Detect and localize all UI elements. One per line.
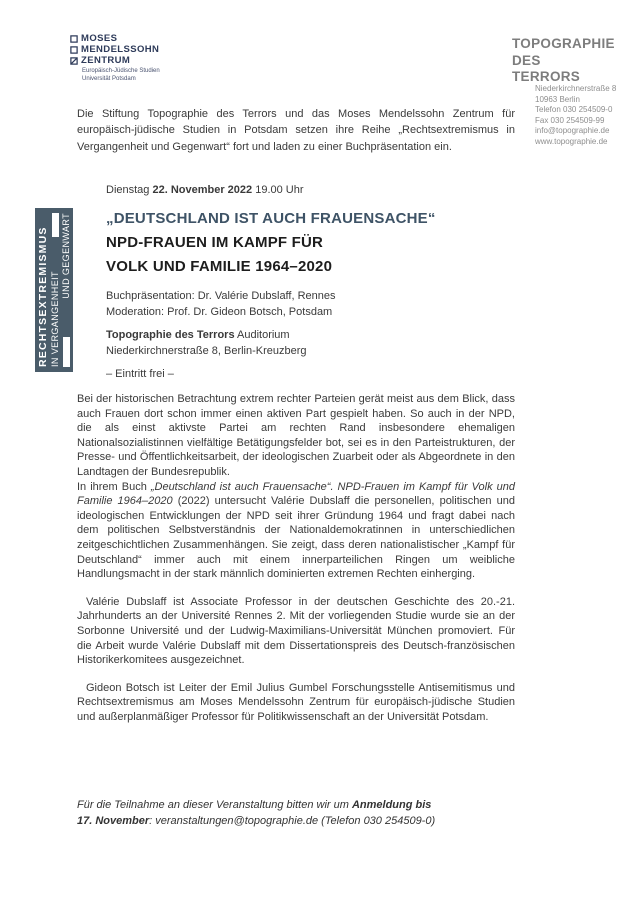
contact-address-block — [535, 84, 616, 148]
venue-address: Niederkirchnerstraße 8, Berlin-Kreuzberg — [106, 345, 307, 357]
moderator-line: Moderation: Prof. Dr. Gideon Botsch, Potsdam — [106, 306, 333, 318]
series-subtitle-text: IN VERGANGENHEIT — [50, 271, 60, 367]
registration-text: Für die Teilnahme an dieser Veranstaltung bitten wir um — [77, 799, 352, 811]
address-line: 10963 Berlin — [535, 94, 580, 104]
mmz-logo-row — [70, 44, 160, 55]
event-venue — [106, 327, 516, 359]
book-title: „Deutschland ist auch Frauensache“. NPD-Frauen im Kampf für Volk und Familie 1964–2020 — [77, 480, 516, 508]
venue-name: Topographie des Terrors — [106, 329, 235, 341]
event-title — [106, 207, 516, 279]
venue-room: Auditorium — [234, 329, 290, 341]
venue-name-line — [106, 327, 516, 343]
series-subtitle-line — [61, 213, 71, 367]
white-block-decoration — [52, 213, 59, 237]
address-line: Niederkirchnerstraße 8 — [535, 84, 617, 93]
mmz-logo — [70, 33, 160, 83]
series-title-line: RECHTSEXTREMISMUS — [37, 226, 49, 367]
event-day: Dienstag — [106, 184, 153, 196]
series-subtitle-line — [50, 213, 60, 367]
mmz-logo-subtitle — [82, 68, 160, 83]
registration-deadline-part2: 17. November — [77, 815, 150, 827]
mmz-subtitle-line: Europäisch-Jüdische Studien — [82, 68, 160, 74]
square-icon — [70, 35, 78, 43]
mmz-subtitle-line: Universität Potsdam — [82, 75, 136, 82]
paragraph-bio-dubslaff: Valérie Dubslaff ist Associate Professor in der deutschen Geschichte des 20.-21. Jahrhunderts an der Université Rennes 2. Mit der vorliegenden Studie wurde sie an der Sorbonne Université und der Ludwig-Maximilians-Universität München promoviert. Für die Arbeit wurde Valérie Dubslaff mit dem Dissertationspreis des Deutsch-französischen Historikerkomitees ausgezeichnet. — [77, 595, 515, 667]
checked-square-icon — [70, 57, 78, 65]
email-text: info@topographie.de — [535, 126, 610, 136]
wordmark-line: DES — [512, 52, 541, 68]
website-text: www.topographie.de — [535, 136, 608, 146]
paragraph-bio-botsch: Gideon Botsch ist Leiter der Emil Julius Gumbel Forschungsstelle Antisemitismus und Rechtsextremismus am Moses Mendelssohn Zentrum für europäisch-jüdische Studien und außerplanmäßiger Professor für Politikwissenschaft an der Universität Potsdam. — [77, 681, 515, 723]
event-title-line-3: VOLK UND FAMILIE 1964–2020 — [106, 258, 333, 275]
admission-note: – Eintritt frei – — [106, 368, 174, 380]
registration-line-2 — [77, 813, 527, 829]
book-intro: In ihrem Buch — [77, 480, 151, 493]
mmz-logo-word: ZENTRUM — [81, 55, 131, 66]
paragraph-book — [77, 480, 515, 582]
mmz-logo-row — [70, 33, 160, 44]
event-title-line-1: „DEUTSCHLAND IST AUCH FRAUENSACHE“ — [106, 210, 436, 227]
white-block-decoration — [63, 337, 70, 367]
mmz-logo-word: MOSES — [81, 33, 118, 44]
body-text — [77, 392, 515, 724]
square-icon — [70, 46, 78, 54]
presenter-line: Buchpräsentation: Dr. Valérie Dubslaff, Rennes — [106, 290, 336, 302]
event-time: 19.00 Uhr — [252, 184, 304, 196]
topographie-wordmark — [512, 36, 615, 86]
intro-paragraph: Die Stiftung Topographie des Terrors und das Moses Mendelssohn Zentrum für europäisch-jüdische Studien in Potsdam setzen ihre Reihe „Rechtsextremismus in Vergangenheit und Gegenwart“ fort und laden zu einer Buchpräsentation ein. — [77, 108, 515, 153]
registration-note — [77, 797, 527, 829]
paragraph-history: Bei der historischen Betrachtung extrem rechter Parteien gerät meist aus dem Blick, dass auch Frauen dort schon immer einen aktiven Part gespielt haben. So auch in der NPD, die als einst aktivste Partei am rechten Rand insbesondere ehemaligen Nationalsozialistinnen vielfältige Betätigungsfelder bot, sei es in den Parteistrukturen, der Presse- und Öffentlichkeitsarbeit, der ideologischen Zuarbeit oder als Abgeordnete in den Landtagen der Bundesrepublik. — [77, 393, 515, 478]
event-date-line — [106, 183, 516, 197]
registration-deadline-part1: Anmeldung bis — [351, 799, 432, 811]
wordmark-line: TOPOGRAPHIE — [512, 36, 615, 51]
registration-line-1 — [77, 797, 527, 813]
event-title-line-2: NPD-FRAUEN IM KAMPF FÜR — [106, 234, 324, 251]
event-date: 22. November 2022 — [152, 184, 253, 196]
address-line: Fax 030 254509-99 — [535, 115, 605, 125]
series-banner — [35, 208, 73, 372]
book-description: (2022) untersucht Valérie Dubslaff die personellen, politischen und ideologischen Entwicklungen der NPD seit ihrer Gründung 1964 und fragt dabei nach dem politischen Selbstverständnis der Nationaldemokratinnen in unterschiedlichen zeitgeschichtlichen Zusammenhängen. Sie zeigt, dass deren nationalistischer „Kampf für Deutschland“ immer auch mit einem innerparteilichen Ringen um weibliche Handlungsmacht in der stark männlich dominierten extremen Rechten einherging. — [77, 495, 515, 581]
address-line: Telefon 030 254509-0 — [535, 105, 613, 115]
event-speakers — [106, 288, 516, 320]
series-banner-rotated-text — [35, 208, 73, 372]
registration-contact: : veranstaltungen@topographie.de (Telefon 030 254509-0) — [149, 815, 436, 827]
series-subtitle-text: UND GEGENWART — [61, 213, 71, 299]
event-block — [106, 183, 516, 382]
wordmark-line: TERRORS — [512, 69, 581, 84]
mmz-logo-row — [70, 55, 160, 66]
mmz-logo-word: MENDELSSOHN — [81, 44, 160, 55]
